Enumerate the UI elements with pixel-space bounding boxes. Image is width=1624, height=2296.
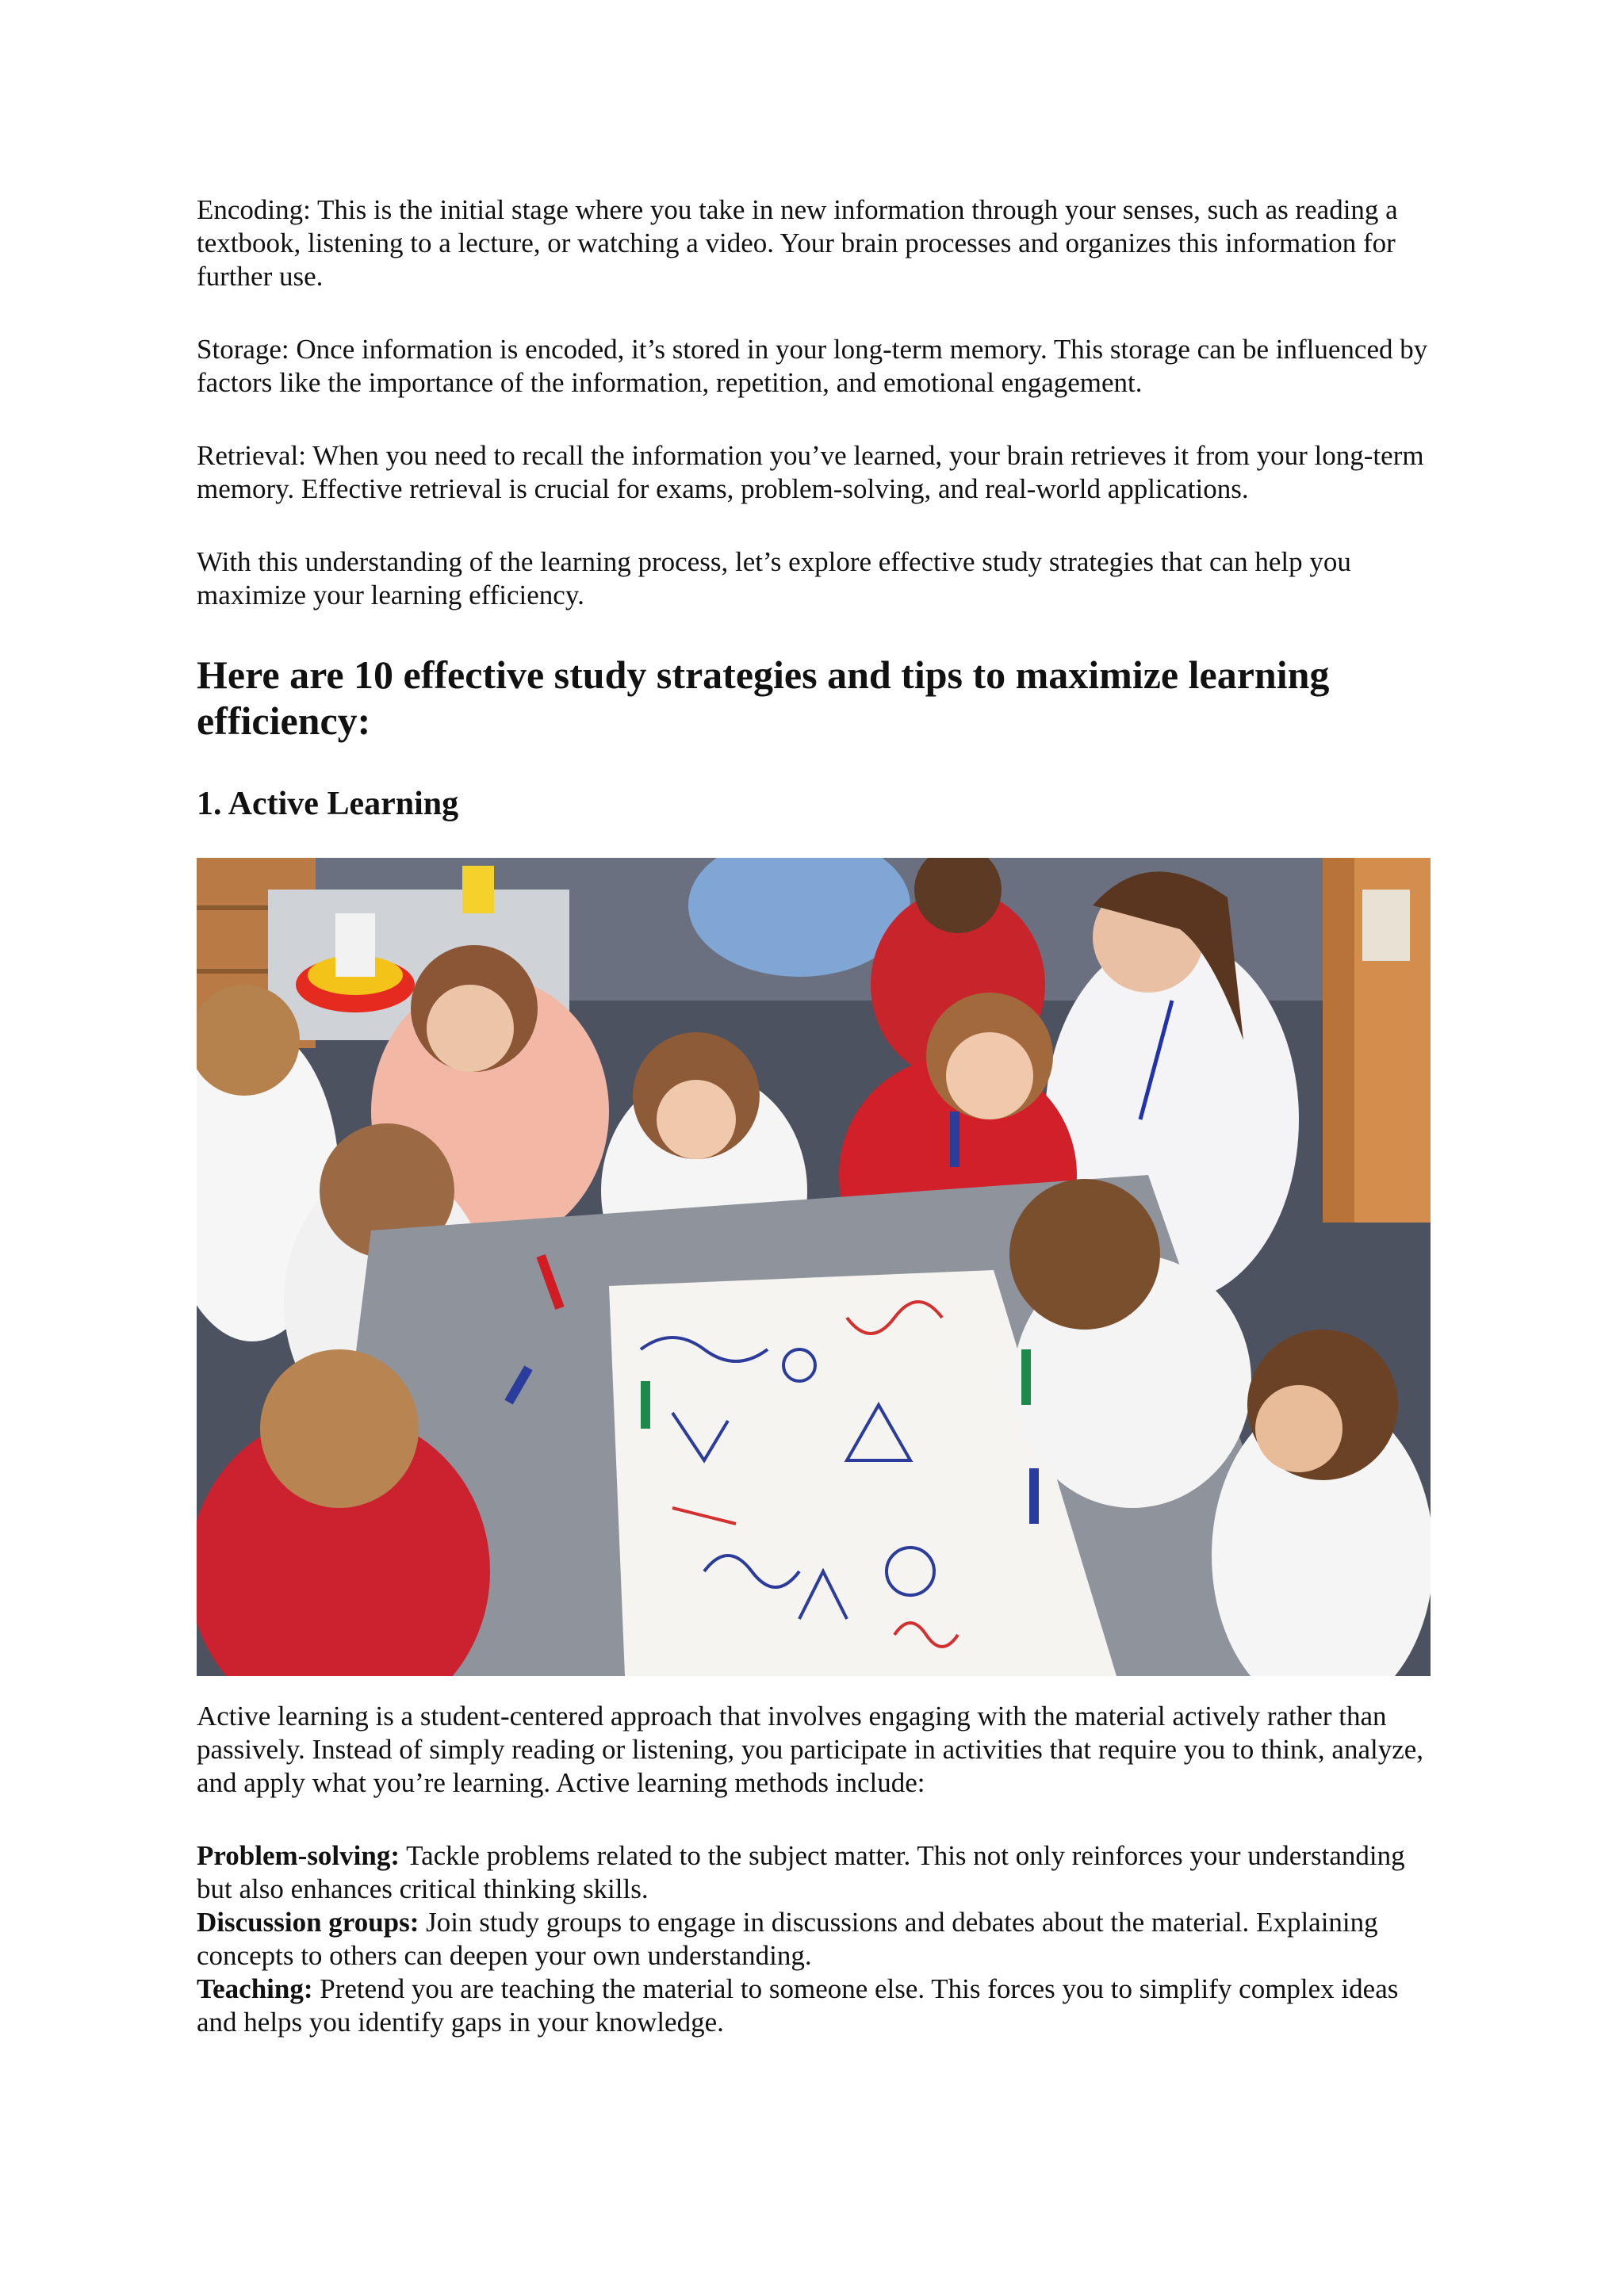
list-item-text: Pretend you are teaching the material to someone else. This forces you to simplify complex ideas and helps you identify gaps in your knowledge. [197, 1973, 1399, 2038]
classroom-photo [197, 858, 1431, 1676]
document-page [197, 193, 1434, 2039]
list-item-term: Problem-solving: [197, 1840, 400, 1871]
main-heading: Here are 10 effective study strategies and tips to maximize learning efficiency: [197, 652, 1330, 743]
list-item-term: Discussion groups: [197, 1907, 419, 1938]
list-item-text: Join study groups to engage in discussions and debates about the material. Explaining concepts to others can deepen your own understanding. [197, 1907, 1378, 1971]
section-1-heading: 1. Active Learning [197, 786, 459, 822]
list-item [197, 1973, 1434, 2039]
list-item [197, 1906, 1434, 1973]
retrieval-paragraph: Retrieval: When you need to recall the information you’ve learned, your brain retrieves it from your long-term memory. Effective retrieval is crucial for exams, problem-solving, and real-world applications. [197, 440, 1424, 504]
active-learning-intro: Active learning is a student-centered approach that involves engaging with the material actively rather than passively. Instead of simply reading or listening, you participate in activities that require you to think, analyze, and apply what you’re learning. Active learning methods include: [197, 1701, 1424, 1798]
encoding-paragraph: Encoding: This is the initial stage where you take in new information through your senses, such as reading a textbook, listening to a lecture, or watching a video. Your brain processes and organizes this information for further use. [197, 194, 1398, 292]
list-item-term: Teaching: [197, 1973, 313, 2004]
storage-paragraph: Storage: Once information is encoded, it’s stored in your long-term memory. This storage can be influenced by factors like the importance of the information, repetition, and emotional engagement. [197, 334, 1428, 398]
active-learning-methods [197, 1839, 1434, 2039]
list-item [197, 1839, 1434, 1906]
list-item-text: Tackle problems related to the subject matter. This not only reinforces your understanding but also enhances critical thinking skills. [197, 1840, 1405, 1904]
transition-paragraph: With this understanding of the learning process, let’s explore effective study strategies that can help you maximize your learning efficiency. [197, 546, 1351, 610]
